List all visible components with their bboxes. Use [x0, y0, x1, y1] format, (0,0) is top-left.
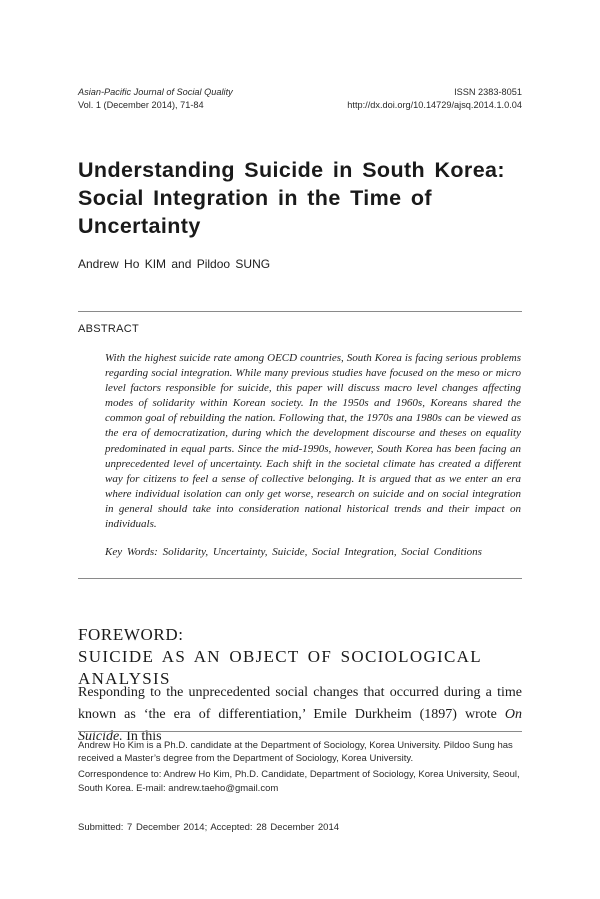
journal-header-right: [347, 86, 522, 112]
book-title: On Suicide.: [78, 707, 522, 744]
journal-name: Asian-Pacific Journal of Social Quality: [78, 87, 233, 97]
doi-link[interactable]: http://dx.doi.org/10.14729/ajsq.2014.1.0.04: [347, 100, 522, 110]
divider-bottom: [78, 578, 522, 579]
article-title: [78, 156, 538, 240]
correspondence-note: Correspondence to: Andrew Ho Kim, Ph.D. Candidate, Department of Sociology, Korea University, Seoul, South Korea. E-mail: andrew.taeho@gmail.com: [78, 769, 520, 794]
submission-dates: Submitted: 7 December 2014; Accepted: 28 December 2014: [78, 822, 340, 833]
authors: Andrew Ho KIM and Pildoo SUNG: [78, 257, 271, 271]
author-note: Andrew Ho Kim is a Ph.D. candidate at the Department of Sociology, Korea University. Pildoo Sung has received a Master’s degree from the Department of Sociology, Korea University.: [78, 740, 513, 765]
footnote-rule: [78, 731, 522, 732]
title-line: Social Integration in the Time of: [78, 186, 432, 210]
divider-top: [78, 311, 522, 312]
section-heading-line1: FOREWORD:: [78, 625, 184, 644]
body-text-end: In this: [122, 729, 162, 744]
issn: ISSN 2383-8051: [454, 87, 522, 97]
volume-info: Vol. 1 (December 2014), 71-84: [78, 100, 204, 110]
section-heading: [78, 624, 522, 690]
section-heading-line2: SUICIDE AS AN OBJECT OF SOCIOLOGICAL ANALYSIS: [78, 647, 482, 688]
keywords: Key Words: Solidarity, Uncertainty, Suicide, Social Integration, Social Conditions: [105, 546, 482, 558]
body-text-start: Responding to the unprecedented social changes that occurred during a time known as ‘the era of differentiation,’ Emile Durkheim (1897) wrote: [78, 685, 522, 722]
footnotes: [78, 739, 522, 798]
journal-header-left: [78, 86, 233, 112]
abstract-heading: ABSTRACT: [78, 323, 140, 335]
title-line: Understanding Suicide in South Korea:: [78, 158, 505, 182]
title-line: Uncertainty: [78, 214, 201, 238]
abstract-text: With the highest suicide rate among OECD countries, South Korea is facing serious problems regarding social integration. While many previous studies have focused on the meso or micro level factors responsible for suicide, this paper will discuss macro level changes affecting modes of solidarity within Korean society. In the 1950s and 1960s, Koreans shared the common goal of rebuilding the nation. Following that, the 1970s ana 1980s can be viewed as the era of democratization, during which the development discourse and theses on equality predominated in equal parts. Since the mid-1990s, however, South Korea has been facing an unprecedented level of uncertainty. Each shift in the societal climate has created a different way for citizens to feel a sense of collective belonging. It is argued that as we enter an era where individual isolation can only get worse, research on suicide and on social integration in general should take into consideration national historical trends and their impact on individuals.: [105, 352, 521, 531]
